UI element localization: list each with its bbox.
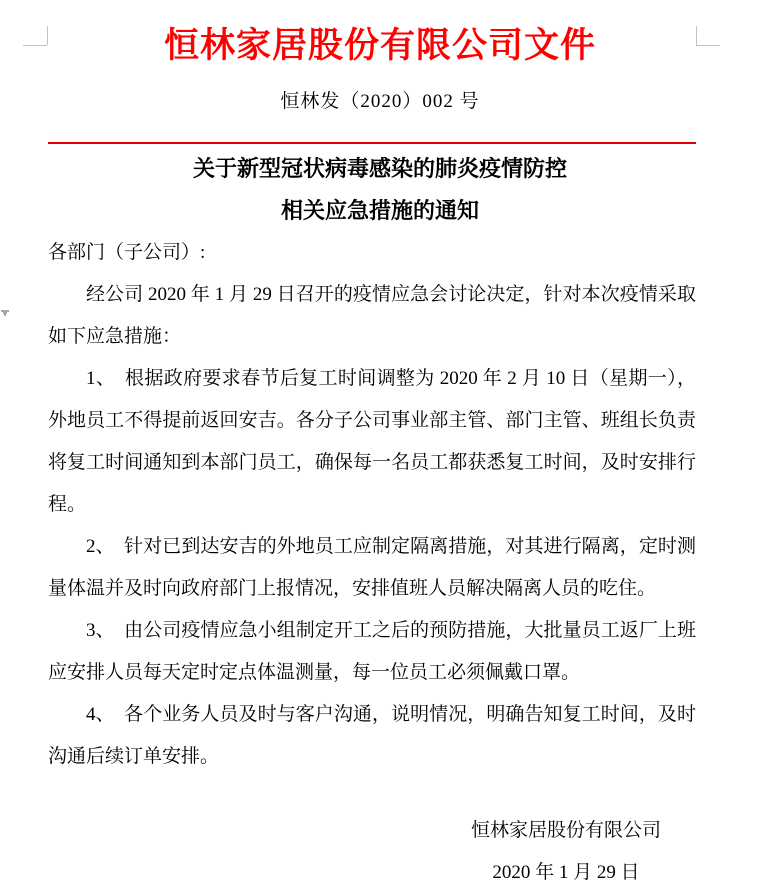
- red-divider-line: [48, 142, 696, 144]
- document-number: 恒林发（2020）002 号: [280, 91, 480, 112]
- document-body: [48, 232, 696, 778]
- signature-company: 恒林家居股份有限公司: [470, 820, 661, 841]
- body-paragraph: 1、 根据政府要求春节后复工时间调整为 2020 年 2 月 10 日（星期一），外地员工不得提前返回安吉。各分子公司事业部主管、部门主管、班组长负责将复工时间通知到本部门员工，确保每一名员工都获悉复工时间，及时安排行程。: [48, 368, 696, 515]
- signature-date: 2020 年 1 月 29 日: [492, 862, 640, 883]
- subject-title: [0, 148, 760, 232]
- signature-block: [446, 810, 686, 894]
- body-paragraph: 经公司 2020 年 1 月 29 日召开的疫情应急会讨论决定，针对本次疫情采取如下应急措施：: [48, 284, 696, 347]
- margin-marker-icon: [1, 310, 9, 316]
- body-paragraph: 4、 各个业务人员及时与客户沟通，说明情况，明确告知复工时间，及时沟通后续订单安排。: [48, 704, 696, 767]
- document-header-title: 恒林家居股份有限公司文件: [163, 26, 596, 65]
- subject-title-line2: 相关应急措施的通知: [280, 198, 479, 223]
- body-paragraph: 3、 由公司疫情应急小组制定开工之后的预防措施，大批量员工返厂上班应安排人员每天定时定点体温测量，每一位员工必须佩戴口罩。: [48, 620, 696, 683]
- subject-title-line1: 关于新型冠状病毒感染的肺炎疫情防控: [192, 156, 567, 181]
- body-paragraph: 2、 针对已到达安吉的外地员工应制定隔离措施，对其进行隔离，定时测量体温并及时向政府部门上报情况，安排值班人员解决隔离人员的吃住。: [48, 536, 696, 599]
- salutation: 各部门（子公司）:: [48, 242, 206, 263]
- document-page: [0, 26, 760, 883]
